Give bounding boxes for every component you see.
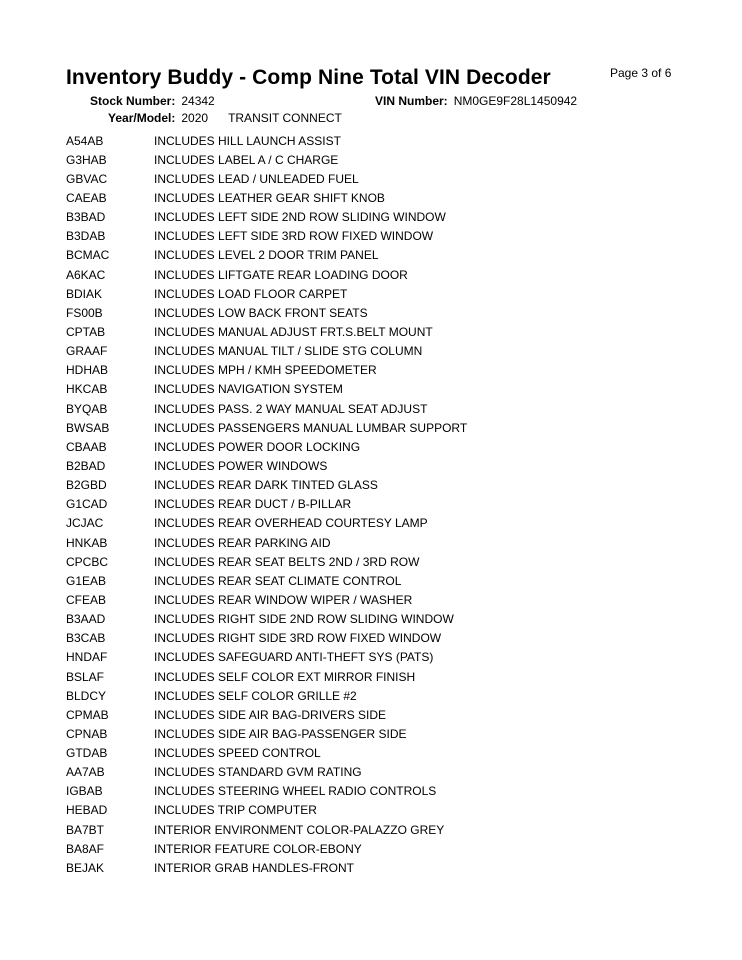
- option-code: BDIAK: [66, 286, 103, 301]
- list-item: [66, 208, 467, 227]
- option-description: INCLUDES LEAD / UNLEADED FUEL: [154, 171, 359, 186]
- option-description: INCLUDES SPEED CONTROL: [154, 746, 321, 761]
- option-description: INCLUDES STANDARD GVM RATING: [154, 765, 362, 780]
- option-description: INTERIOR ENVIRONMENT COLOR-PALAZZO GREY: [154, 822, 445, 837]
- list-item: [66, 648, 467, 667]
- list-item: [66, 858, 467, 877]
- option-description: INCLUDES PASSENGERS MANUAL LUMBAR SUPPORT: [154, 420, 468, 435]
- option-description: INCLUDES RIGHT SIDE 2ND ROW SLIDING WINDOW: [154, 612, 454, 627]
- option-code: CPTAB: [66, 324, 106, 339]
- option-description: INCLUDES LOW BACK FRONT SEATS: [154, 305, 368, 320]
- option-code: GRAAF: [66, 344, 108, 359]
- option-description: INCLUDES LABEL A / C CHARGE: [154, 152, 339, 167]
- option-code: BYQAB: [66, 401, 108, 416]
- list-item: [66, 188, 467, 207]
- list-item: [66, 361, 467, 380]
- list-item: [66, 169, 467, 188]
- option-description: INCLUDES REAR WINDOW WIPER / WASHER: [154, 592, 413, 607]
- list-item: [66, 227, 467, 246]
- option-description: INCLUDES REAR DUCT / B-PILLAR: [154, 497, 352, 512]
- option-code: A6KAC: [66, 267, 106, 282]
- list-item: [66, 744, 467, 763]
- list-item: [66, 399, 467, 418]
- option-description: INCLUDES LOAD FLOOR CARPET: [154, 286, 348, 301]
- option-code: IGBAB: [66, 784, 103, 799]
- list-item: [66, 629, 467, 648]
- list-item: [66, 839, 467, 858]
- option-code: BWSAB: [66, 420, 110, 435]
- option-description: INCLUDES LEATHER GEAR SHIFT KNOB: [154, 190, 385, 205]
- option-code: B3DAB: [66, 229, 106, 244]
- list-item: [66, 131, 467, 150]
- list-item: [66, 763, 467, 782]
- option-description: INCLUDES POWER WINDOWS: [154, 458, 328, 473]
- option-description: INCLUDES REAR SEAT BELTS 2ND / 3RD ROW: [154, 554, 420, 569]
- list-item: [66, 571, 467, 590]
- list-item: [66, 590, 467, 609]
- option-code: CPCBC: [66, 554, 109, 569]
- list-item: [66, 533, 467, 552]
- year-model-label: Year/Model:: [108, 111, 176, 125]
- list-item: [66, 380, 467, 399]
- list-item: [66, 418, 467, 437]
- list-item: [66, 342, 467, 361]
- option-code: B3AAD: [66, 612, 106, 627]
- list-item: [66, 686, 467, 705]
- list-item: [66, 495, 467, 514]
- option-code-list: [66, 131, 467, 877]
- option-code: G1EAB: [66, 573, 107, 588]
- year-model: [108, 111, 342, 125]
- vin-number-label: VIN Number:: [375, 94, 448, 108]
- option-description: INCLUDES RIGHT SIDE 3RD ROW FIXED WINDOW: [154, 631, 442, 646]
- option-description: INCLUDES LEVEL 2 DOOR TRIM PANEL: [154, 248, 379, 263]
- option-code: BLDCY: [66, 688, 107, 703]
- option-description: INCLUDES REAR PARKING AID: [154, 535, 331, 550]
- stock-number: [90, 94, 215, 108]
- list-item: [66, 246, 467, 265]
- list-item: [66, 782, 467, 801]
- option-description: INTERIOR GRAB HANDLES-FRONT: [154, 860, 355, 875]
- option-description: INCLUDES NAVIGATION SYSTEM: [154, 382, 343, 397]
- option-description: INCLUDES REAR OVERHEAD COURTESY LAMP: [154, 516, 428, 531]
- option-code: B2BAD: [66, 458, 106, 473]
- list-item: [66, 801, 467, 820]
- option-code: GTDAB: [66, 746, 108, 761]
- option-description: INCLUDES MANUAL TILT / SLIDE STG COLUMN: [154, 344, 423, 359]
- option-description: INCLUDES REAR SEAT CLIMATE CONTROL: [154, 573, 402, 588]
- option-description: INCLUDES HILL LAUNCH ASSIST: [154, 133, 341, 148]
- option-code: CPNAB: [66, 726, 108, 741]
- option-code: HNDAF: [66, 650, 108, 665]
- option-description: INCLUDES SELF COLOR GRILLE #2: [154, 688, 357, 703]
- vin-number-value: NM0GE9F28L1450942: [453, 94, 578, 108]
- option-description: INCLUDES MPH / KMH SPEEDOMETER: [154, 363, 377, 378]
- option-description: INCLUDES LEFT SIDE 2ND ROW SLIDING WINDOW: [154, 210, 446, 225]
- option-code: HNKAB: [66, 535, 108, 550]
- option-code: B3CAB: [66, 631, 106, 646]
- option-description: INCLUDES MANUAL ADJUST FRT.S.BELT MOUNT: [154, 324, 433, 339]
- option-description: INTERIOR FEATURE COLOR-EBONY: [154, 841, 362, 856]
- list-item: [66, 150, 467, 169]
- year-value: 2020: [181, 111, 209, 125]
- list-item: [66, 265, 467, 284]
- list-item: [66, 456, 467, 475]
- list-item: [66, 284, 467, 303]
- option-code: G1CAD: [66, 497, 108, 512]
- option-code: GBVAC: [66, 171, 108, 186]
- page-title: Inventory Buddy - Comp Nine Total VIN Decoder: [66, 66, 551, 89]
- option-code: CFEAB: [66, 592, 107, 607]
- option-code: CBAAB: [66, 439, 107, 454]
- option-code: HDHAB: [66, 363, 109, 378]
- option-code: A54AB: [66, 133, 104, 148]
- option-code: BEJAK: [66, 860, 105, 875]
- option-code: FS00B: [66, 305, 103, 320]
- list-item: [66, 476, 467, 495]
- option-description: INCLUDES SELF COLOR EXT MIRROR FINISH: [154, 669, 416, 684]
- option-code: BA8AF: [66, 841, 105, 856]
- option-description: INCLUDES LIFTGATE REAR LOADING DOOR: [154, 267, 408, 282]
- option-code: HKCAB: [66, 382, 108, 397]
- option-description: INCLUDES SIDE AIR BAG-DRIVERS SIDE: [154, 707, 387, 722]
- stock-number-label: Stock Number:: [90, 94, 176, 108]
- list-item: [66, 322, 467, 341]
- option-code: CAEAB: [66, 190, 107, 205]
- option-description: INCLUDES LEFT SIDE 3RD ROW FIXED WINDOW: [154, 229, 434, 244]
- list-item: [66, 303, 467, 322]
- list-item: [66, 667, 467, 686]
- option-description: INCLUDES POWER DOOR LOCKING: [154, 439, 361, 454]
- option-code: JCJAC: [66, 516, 104, 531]
- list-item: [66, 514, 467, 533]
- option-description: INCLUDES TRIP COMPUTER: [154, 803, 317, 818]
- list-item: [66, 552, 467, 571]
- list-item: [66, 437, 467, 456]
- list-item: [66, 820, 467, 839]
- option-description: INCLUDES REAR DARK TINTED GLASS: [154, 478, 378, 493]
- list-item: [66, 724, 467, 743]
- option-description: INCLUDES STEERING WHEEL RADIO CONTROLS: [154, 784, 437, 799]
- option-code: BA7BT: [66, 822, 105, 837]
- stock-number-value: 24342: [181, 94, 215, 108]
- option-code: CPMAB: [66, 707, 109, 722]
- list-item: [66, 610, 467, 629]
- option-description: INCLUDES SIDE AIR BAG-PASSENGER SIDE: [154, 726, 407, 741]
- option-description: INCLUDES SAFEGUARD ANTI-THEFT SYS (PATS): [154, 650, 434, 665]
- list-item: [66, 705, 467, 724]
- option-code: BSLAF: [66, 669, 105, 684]
- option-code: B2GBD: [66, 478, 107, 493]
- option-code: HEBAD: [66, 803, 108, 818]
- model-value: TRANSIT CONNECT: [228, 111, 342, 125]
- option-code: B3BAD: [66, 210, 106, 225]
- option-description: INCLUDES PASS. 2 WAY MANUAL SEAT ADJUST: [154, 401, 428, 416]
- option-code: BCMAC: [66, 248, 110, 263]
- option-code: AA7AB: [66, 765, 105, 780]
- option-code: G3HAB: [66, 152, 107, 167]
- page-number: Page 3 of 6: [610, 66, 672, 80]
- vin-number: [375, 94, 577, 108]
